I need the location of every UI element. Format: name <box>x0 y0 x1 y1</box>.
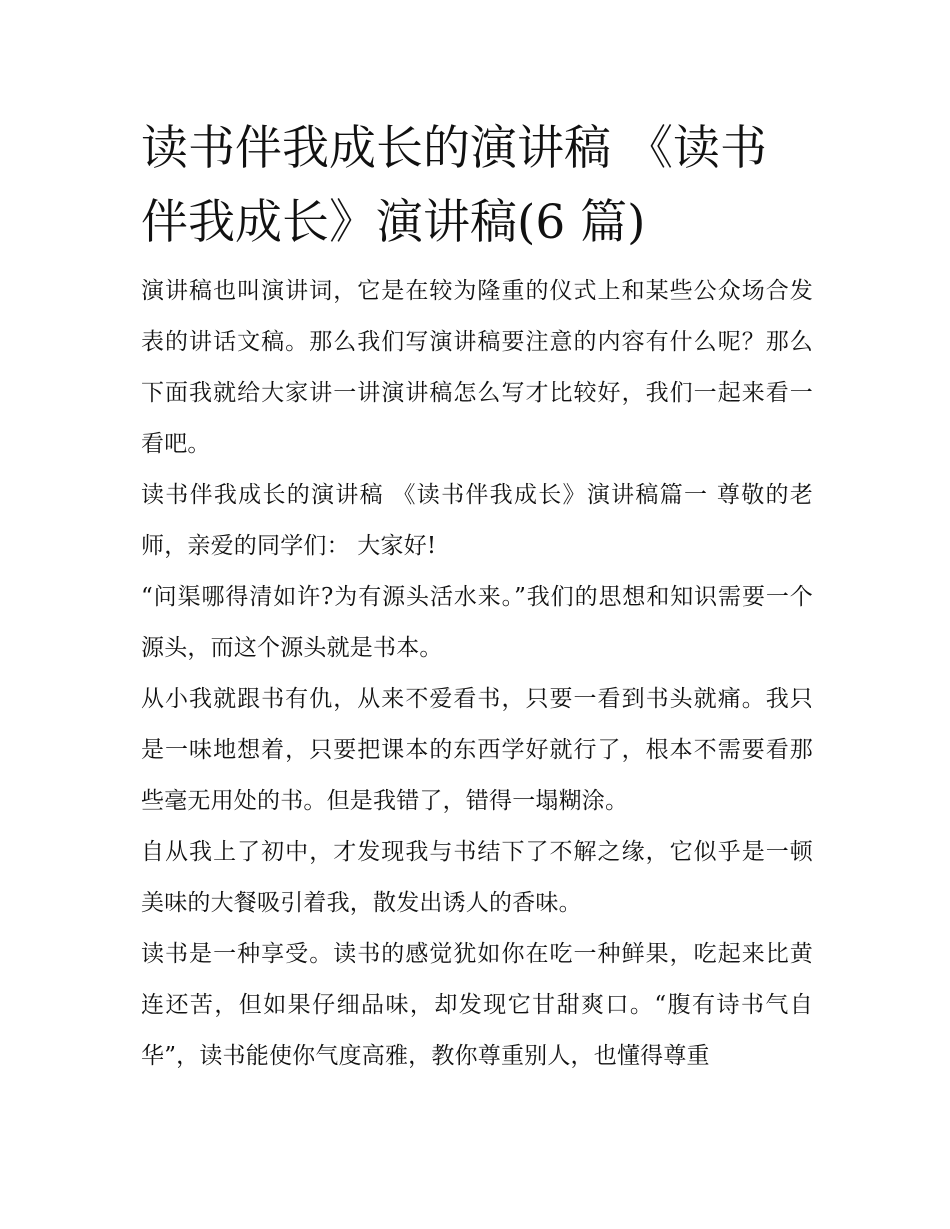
paragraph-greeting: 读书伴我成长的演讲稿 《读书伴我成长》演讲稿篇一 尊敬的老师，亲爱的同学们： 大家好! <box>141 482 813 559</box>
document-title: 读书伴我成长的演讲稿 《读书伴我成长》演讲稿(6 篇) <box>141 121 767 250</box>
paragraph-quote: “问渠哪得清如许?为有源头活水来。”我们的思想和知识需要一个源头，而这个源头就是书本。 <box>141 584 813 661</box>
paragraph-junior-high: 自从我上了初中，才发现我与书结下了不解之缘，它似乎是一顿美味的大餐吸引着我，散发出诱人的香味。 <box>141 839 813 916</box>
document-content <box>141 112 813 1082</box>
paragraph-enjoyment: 读书是一种享受。读书的感觉犹如你在吃一种鲜果，吃起来比黄连还苦，但如果仔细品味，却发现它甘甜爽口。“腹有诗书气自华”，读书能使你气度高雅，教你尊重别人，也懂得尊重 <box>141 941 813 1069</box>
paragraph-childhood: 从小我就跟书有仇，从来不爱看书，只要一看到书头就痛。我只是一味地想着，只要把课本的东西学好就行了，根本不需要看那些毫无用处的书。但是我错了，错得一塌糊涂。 <box>141 686 813 814</box>
paragraph-intro: 演讲稿也叫演讲词，它是在较为隆重的仪式上和某些公众场合发表的讲话文稿。那么我们写演讲稿要注意的内容有什么呢？那么下面我就给大家讲一讲演讲稿怎么写才比较好，我们一起来看一看吧。 <box>141 278 813 457</box>
